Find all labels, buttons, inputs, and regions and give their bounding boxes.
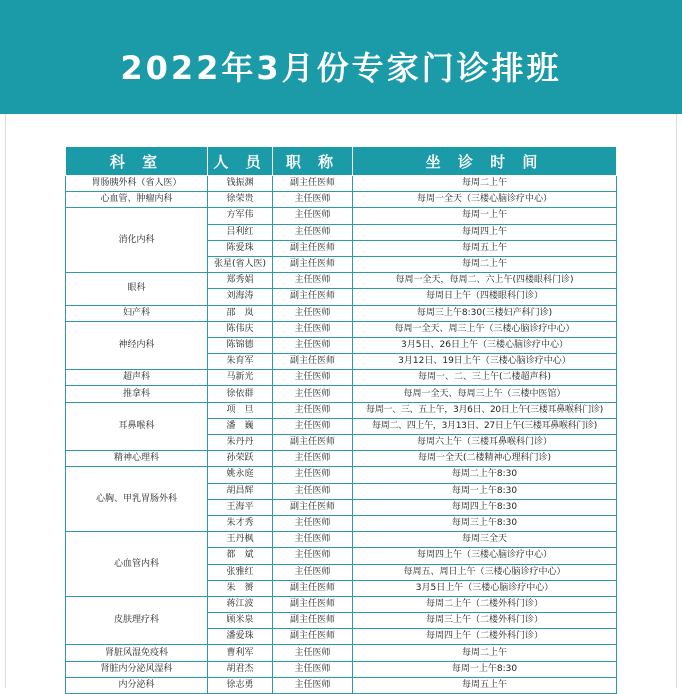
name-cell: 邵 岚 (208, 305, 273, 321)
time-cell: 3月5日、26日上午（三楼心脑诊疗中心） (353, 337, 617, 353)
dept-cell: 精神心理科 (66, 451, 208, 467)
header-title: 职 称 (273, 147, 353, 176)
time-cell: 每周四上午 (353, 224, 617, 240)
time-cell: 每周五、周日上午（三楼心脑诊疗中心） (353, 564, 617, 580)
time-cell: 每周二上午（二楼外科门诊） (353, 596, 617, 612)
name-cell: 马新光 (208, 370, 273, 386)
time-cell: 每周二上午8:30 (353, 467, 617, 483)
name-cell: 钱振渊 (208, 176, 273, 192)
name-cell: 胡昌辉 (208, 483, 273, 499)
table-row (66, 402, 617, 418)
time-cell: 每周三上午8:30(三楼妇产科门诊) (353, 305, 617, 321)
dept-cell: 心血管内科 (66, 532, 208, 597)
name-cell: 张雅红 (208, 564, 273, 580)
title-cell: 副主任医师 (273, 176, 353, 192)
title-cell: 副主任医师 (273, 629, 353, 645)
title-cell: 主任医师 (273, 532, 353, 548)
name-cell: 潘 巍 (208, 418, 273, 434)
time-cell: 每周四上午（二楼外科门诊） (353, 629, 617, 645)
title-cell: 主任医师 (273, 386, 353, 402)
title-cell: 主任医师 (273, 208, 353, 224)
name-cell: 曹利军 (208, 645, 273, 661)
table-row (66, 532, 617, 548)
time-cell: 每周一、二、三上午(二楼超声科) (353, 370, 617, 386)
title-cell: 主任医师 (273, 645, 353, 661)
title-cell: 主任医师 (273, 370, 353, 386)
name-cell: 潘爱珠 (208, 629, 273, 645)
header-dept: 科 室 (66, 147, 208, 176)
top-band (0, 0, 682, 18)
table-row (66, 677, 617, 693)
name-cell: 刘海涛 (208, 289, 273, 305)
table-row (66, 305, 617, 321)
table-row (66, 370, 617, 386)
dept-cell: 肾脏风湿免疫科 (66, 645, 208, 661)
time-cell: 每周四上午8:30 (353, 499, 617, 515)
title-cell: 主任医师 (273, 305, 353, 321)
dept-cell: 妇产科 (66, 305, 208, 321)
page-title: 2022年3月份专家门诊排班 (120, 49, 562, 87)
schedule-table (65, 146, 617, 694)
time-cell: 每周日上午（四楼眼科门诊） (353, 289, 617, 305)
time-cell: 每周一全天、周三上午（三楼心脑诊疗中心） (353, 321, 617, 337)
title-cell: 主任医师 (273, 451, 353, 467)
page-border-right (676, 114, 677, 688)
table-row (66, 596, 617, 612)
dept-cell: 内分泌科 (66, 677, 208, 693)
time-cell: 每周一上午8:30 (353, 661, 617, 677)
time-cell: 每周一、三、五上午，3月6日、20日上午(三楼耳鼻喉科门诊) (353, 402, 617, 418)
dept-cell: 心胸、甲乳胃肠外科 (66, 467, 208, 532)
time-cell: 每周三上午8:30 (353, 515, 617, 531)
name-cell: 方军伟 (208, 208, 273, 224)
header-name: 人 员 (208, 147, 273, 176)
table-row (66, 273, 617, 289)
title-cell: 副主任医师 (273, 580, 353, 596)
title-cell: 副主任医师 (273, 289, 353, 305)
title-banner (0, 18, 682, 114)
time-cell: 每周二上午 (353, 176, 617, 192)
dept-cell: 超声科 (66, 370, 208, 386)
title-cell: 主任医师 (273, 515, 353, 531)
title-cell: 副主任医师 (273, 596, 353, 612)
name-cell: 王海平 (208, 499, 273, 515)
name-cell: 郑秀娟 (208, 273, 273, 289)
name-cell: 朱丹丹 (208, 435, 273, 451)
time-cell: 每周一上午8:30 (353, 483, 617, 499)
title-cell: 副主任医师 (273, 354, 353, 370)
title-cell: 副主任医师 (273, 499, 353, 515)
time-cell: 3月12日、19日上午（三楼心脑诊疗中心） (353, 354, 617, 370)
title-cell: 主任医师 (273, 321, 353, 337)
title-cell: 主任医师 (273, 548, 353, 564)
table-row (66, 467, 617, 483)
title-cell: 副主任医师 (273, 613, 353, 629)
dept-cell: 胃肠胰外科（省人医） (66, 176, 208, 192)
time-cell: 每周一全天，每周二、六上午(四楼眼科门诊) (353, 273, 617, 289)
name-cell: 都 斌 (208, 548, 273, 564)
table-row (66, 645, 617, 661)
table-row (66, 386, 617, 402)
name-cell: 陈爱珠 (208, 240, 273, 256)
page-border-left (5, 114, 6, 688)
dept-cell: 消化内科 (66, 208, 208, 273)
title-cell: 主任医师 (273, 418, 353, 434)
title-cell: 副主任医师 (273, 435, 353, 451)
title-cell: 主任医师 (273, 677, 353, 693)
title-cell: 主任医师 (273, 224, 353, 240)
time-cell: 每周三上午（二楼外科门诊） (353, 613, 617, 629)
time-cell: 每周四上午（三楼心脑诊疗中心） (353, 548, 617, 564)
dept-cell: 心血管、肿瘤内科 (66, 192, 208, 208)
name-cell: 徐志勇 (208, 677, 273, 693)
dept-cell: 神经内科 (66, 321, 208, 370)
name-cell: 徐荣贵 (208, 192, 273, 208)
time-cell: 每周一全天(二楼精神心理科门诊) (353, 451, 617, 467)
time-cell: 每周五上午 (353, 677, 617, 693)
table-row (66, 176, 617, 192)
schedule-body (66, 176, 617, 694)
title-cell: 副主任医师 (273, 240, 353, 256)
time-cell: 每周二上午 (353, 256, 617, 272)
dept-cell: 推拿科 (66, 386, 208, 402)
name-cell: 孙荣跃 (208, 451, 273, 467)
table-row (66, 451, 617, 467)
dept-cell: 眼科 (66, 273, 208, 305)
name-cell: 张星(省人医) (208, 256, 273, 272)
title-cell: 主任医师 (273, 337, 353, 353)
title-cell: 主任医师 (273, 467, 353, 483)
table-header-row (66, 147, 617, 176)
name-cell: 朱育军 (208, 354, 273, 370)
time-cell: 每周一全天、每周三上午（三楼中医馆） (353, 386, 617, 402)
title-cell: 主任医师 (273, 402, 353, 418)
name-cell: 顾米泉 (208, 613, 273, 629)
name-cell: 蒋江波 (208, 596, 273, 612)
title-cell: 主任医师 (273, 564, 353, 580)
time-cell: 每周二、四上午，3月13日、27日上午(三楼耳鼻喉科门诊) (353, 418, 617, 434)
table-row (66, 321, 617, 337)
time-cell: 每周五上午 (353, 240, 617, 256)
title-cell: 主任医师 (273, 273, 353, 289)
name-cell: 胡君杰 (208, 661, 273, 677)
time-cell: 每周三全天 (353, 532, 617, 548)
time-cell: 每周六上午（三楼耳鼻喉科门诊） (353, 435, 617, 451)
table-row (66, 208, 617, 224)
name-cell: 陈锦德 (208, 337, 273, 353)
name-cell: 项 旦 (208, 402, 273, 418)
title-cell: 主任医师 (273, 483, 353, 499)
name-cell: 徐依群 (208, 386, 273, 402)
name-cell: 王丹枫 (208, 532, 273, 548)
time-cell: 每周一全天（三楼心脑诊疗中心） (353, 192, 617, 208)
time-cell: 每周二上午 (353, 645, 617, 661)
title-cell: 主任医师 (273, 661, 353, 677)
name-cell: 朱才秀 (208, 515, 273, 531)
name-cell: 姚永庭 (208, 467, 273, 483)
table-row (66, 192, 617, 208)
time-cell: 3月5日上午（三楼心脑诊疗中心） (353, 580, 617, 596)
name-cell: 吕利红 (208, 224, 273, 240)
time-cell: 每周一上午 (353, 208, 617, 224)
dept-cell: 皮肤理疗科 (66, 596, 208, 645)
table-row (66, 661, 617, 677)
header-time: 坐 诊 时 间 (353, 147, 617, 176)
title-cell: 副主任医师 (273, 256, 353, 272)
name-cell: 陈伟庆 (208, 321, 273, 337)
name-cell: 朱 赟 (208, 580, 273, 596)
dept-cell: 耳鼻喉科 (66, 402, 208, 451)
dept-cell: 肾脏内分泌风湿科 (66, 661, 208, 677)
title-cell: 主任医师 (273, 192, 353, 208)
